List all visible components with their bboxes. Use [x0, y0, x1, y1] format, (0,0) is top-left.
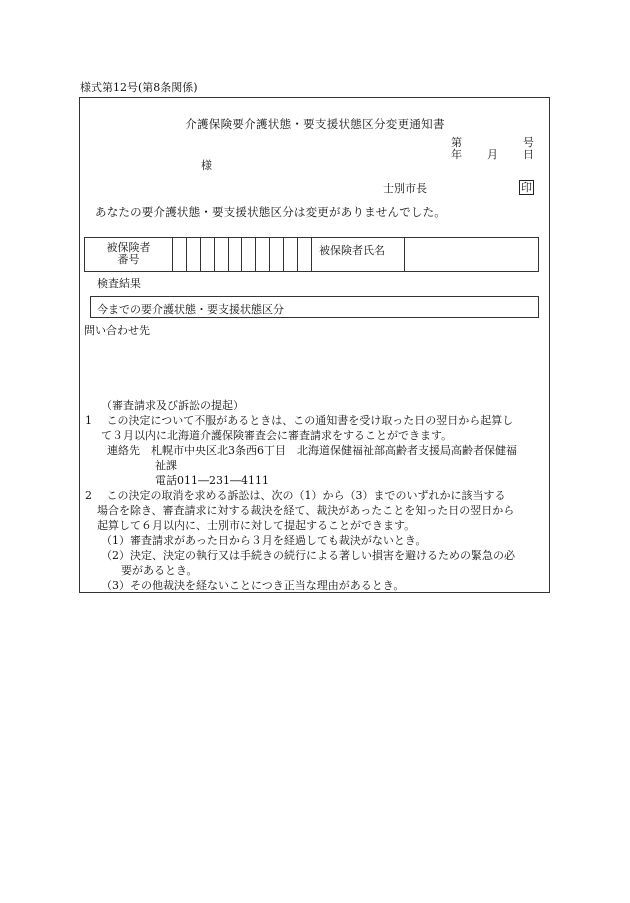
inquiry-label: 問い合わせ先: [84, 324, 150, 337]
insured-number-label-line1: 被保険者: [106, 241, 151, 254]
addressee-suffix: 様: [201, 159, 212, 172]
insured-number-digit-box[interactable]: [270, 238, 284, 271]
insured-name-field[interactable]: [405, 238, 538, 271]
appeal-item-2-line-1: 2 この決定の取消を求める訴訟は、次の（1）から（3）までのいずれかに該当する: [85, 489, 506, 502]
form-number: 様式第12号(第8条関係): [80, 81, 198, 94]
document-title: 介護保険要介護状態・要支援状態区分変更通知書: [185, 117, 445, 131]
insured-info-table: [84, 237, 539, 272]
date-year-label: 年: [451, 148, 462, 161]
date-day-label: 日: [523, 148, 534, 161]
appeal-sub-item-3: （3）その他裁決を経ないことにつき正当な理由があるとき。: [101, 579, 405, 592]
insured-number-digit-box[interactable]: [173, 238, 187, 271]
result-label: 検査結果: [97, 277, 141, 290]
insured-number-digit-box[interactable]: [284, 238, 298, 271]
appeal-sub-item-2-line-2: 要があるとき。: [121, 564, 198, 577]
appeal-item-1-line-1: 1 この決定について不服があるときは、この通知書を受け取った日の翌日から起算し: [85, 414, 514, 427]
insured-name-label: 被保険者氏名: [314, 238, 405, 271]
insured-number-digit-box[interactable]: [256, 238, 270, 271]
appeal-item-1-line-2: て３月以内に北海道介護保険審査会に審査請求をすることができます。: [101, 429, 453, 442]
insured-number-label: [85, 238, 173, 271]
previous-status-box: [90, 296, 539, 318]
insured-number-digit-box[interactable]: [229, 238, 243, 271]
appeal-contact-line-2: 祉課: [155, 459, 177, 472]
appeal-item-2-line-2: 場合を除き、審査請求に対する裁決を経て、裁決があったことを知った日の翌日から: [97, 504, 515, 517]
insured-number-label-line2: 番号: [117, 253, 140, 266]
ref-dai: 第: [451, 136, 462, 149]
insured-number-digit-box[interactable]: [298, 238, 312, 271]
previous-status-label: 今までの要介護状態・要支援状態区分: [97, 303, 284, 316]
appeal-sub-item-2-line-1: （2）決定、決定の執行又は手続きの続行による著しい損害を避けるための緊急の必: [101, 549, 515, 562]
insured-number-digit-box[interactable]: [243, 238, 257, 271]
insured-number-digit-box[interactable]: [215, 238, 229, 271]
ref-go: 号: [523, 136, 534, 149]
appeal-contact-line-1: 連絡先 札幌市中央区北3条西6丁目 北海道保健福祉部高齢者支援局高齢者保健福: [107, 444, 517, 457]
insured-number-digit-box[interactable]: [187, 238, 201, 271]
appeal-contact-phone: 電話011―231―4111: [155, 474, 269, 487]
seal-stamp: 印: [521, 181, 532, 194]
appeal-sub-item-1: （1）審査請求があった日から３月を経過しても裁決がないとき。: [101, 534, 427, 547]
notice-text: あなたの要介護状態・要支援状態区分は変更がありませんでした。: [95, 205, 446, 219]
insured-number-digit-box[interactable]: [201, 238, 215, 271]
date-month-label: 月: [487, 148, 498, 161]
appeal-heading: （審査請求及び訴訟の提起）: [101, 399, 244, 412]
appeal-item-2-line-3: 起算して６月以内に、士別市に対して提起することができます。: [97, 519, 416, 532]
issuer-name: 士別市長: [383, 182, 427, 195]
